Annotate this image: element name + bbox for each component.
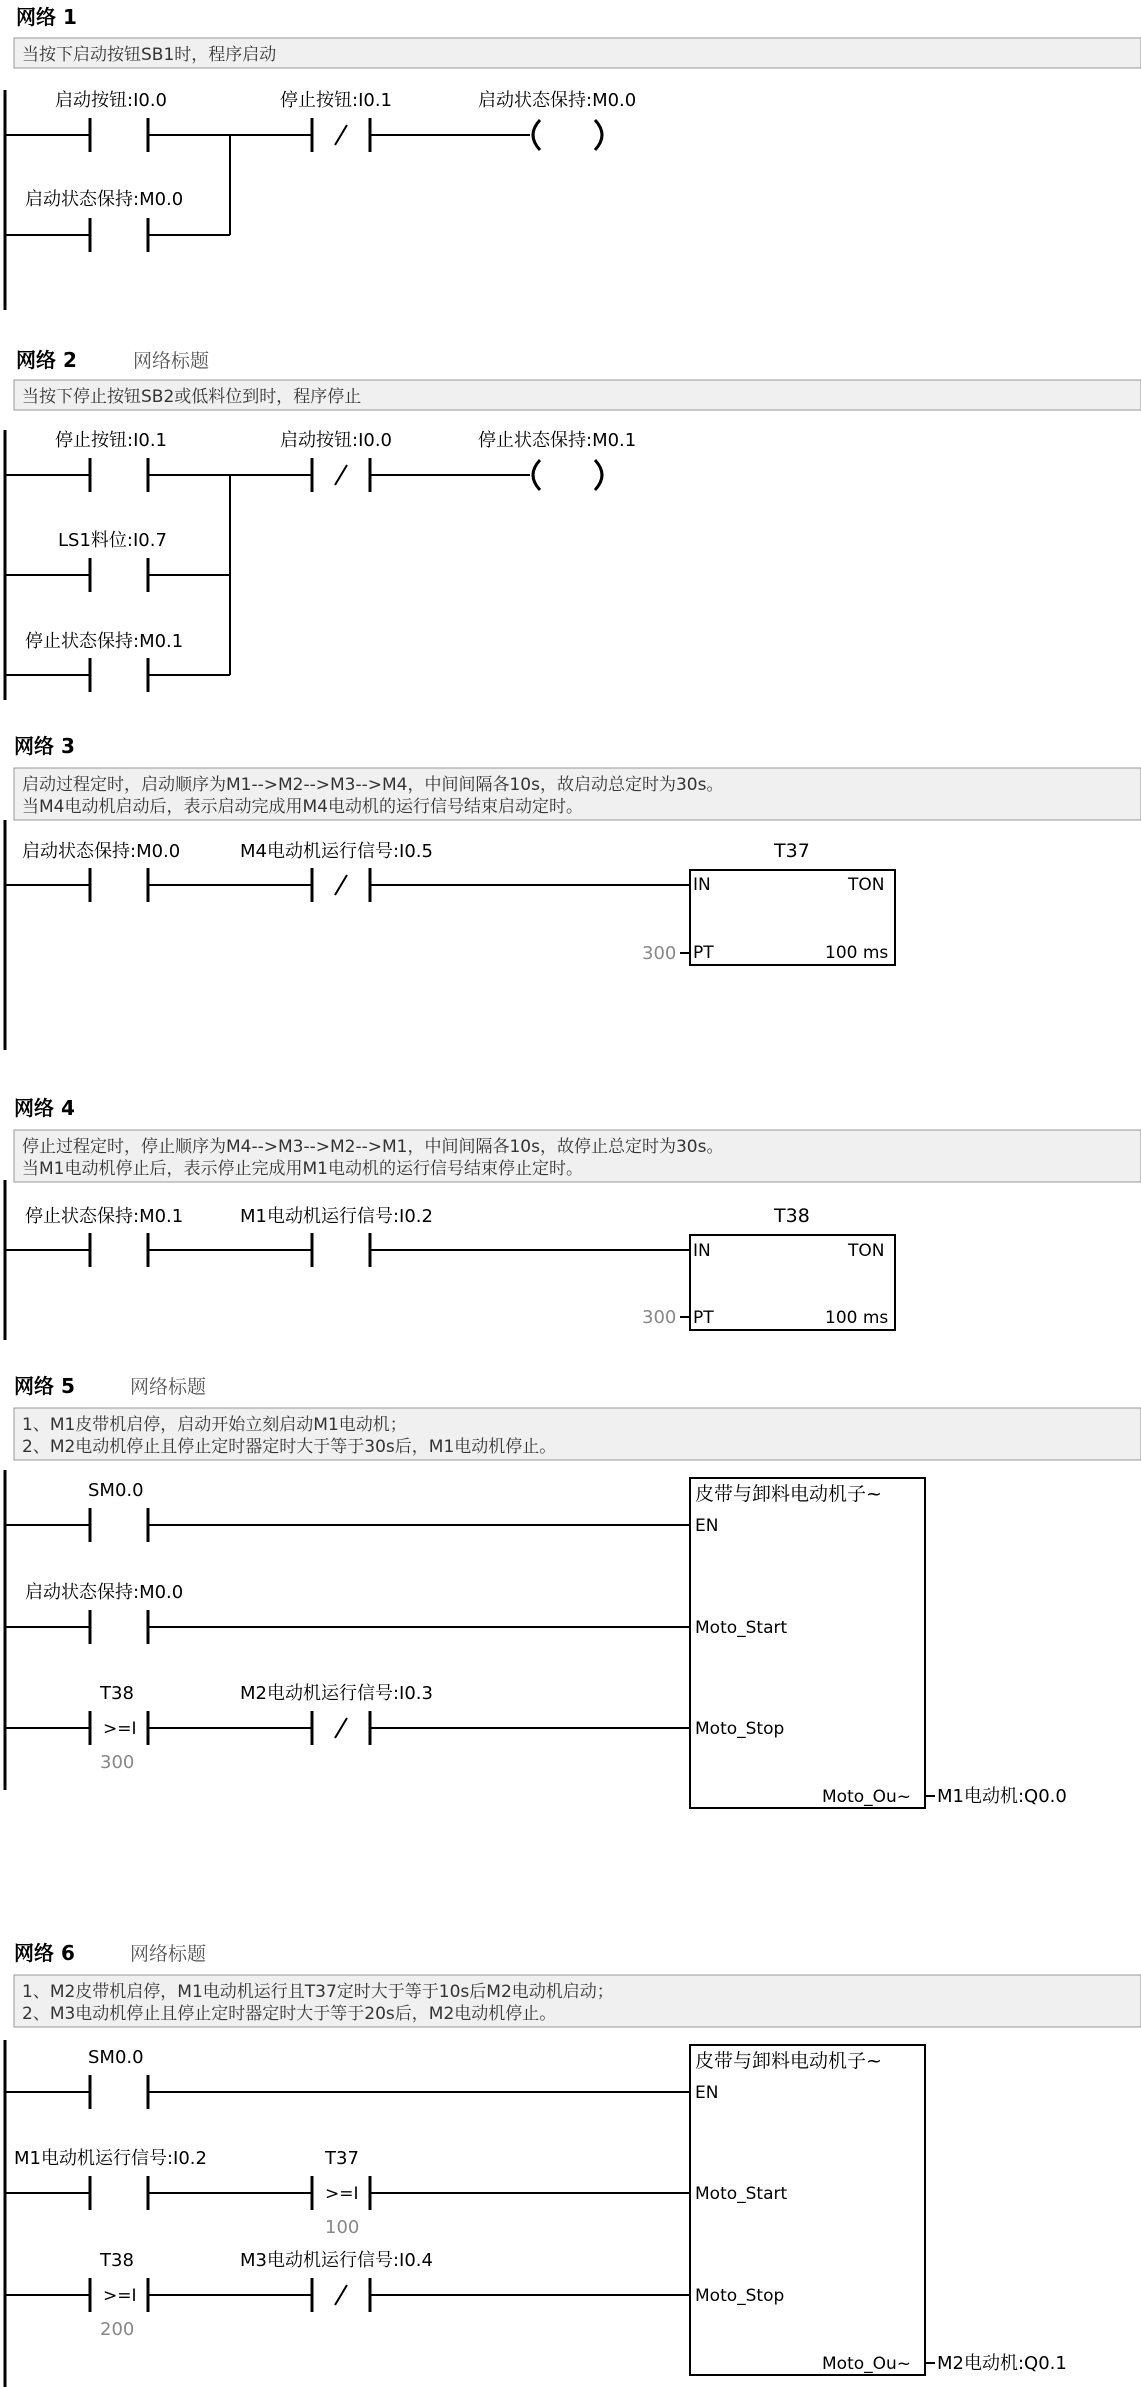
comment-line: 当M1电动机停止后，表示停止完成用M1电动机的运行信号结束停止定时。	[22, 1159, 583, 1179]
comment-line: 当按下启动按钮SB1时，程序启动	[22, 45, 277, 65]
timer-pt: PT	[693, 1308, 714, 1328]
contact-label: 停止状态保持:M0.1	[25, 631, 184, 652]
timer-in: IN	[693, 1241, 711, 1261]
contact-nc[interactable]	[312, 458, 370, 492]
timer-preset: 300	[642, 1307, 677, 1328]
network-title: 网络 6	[14, 1941, 75, 1965]
network-1	[5, 5, 1141, 252]
contact-no[interactable]	[90, 118, 148, 152]
contact-label: M3电动机运行信号:I0.4	[240, 2250, 433, 2271]
comment-line: 2、M3电动机停止且停止定时器定时大于等于20s后，M2电动机停止。	[22, 2004, 557, 2024]
coil-label: 启动状态保持:M0.0	[478, 90, 637, 111]
contact-nc[interactable]	[312, 2278, 370, 2312]
block-out: Moto_Ou~	[822, 2354, 912, 2374]
contact-no[interactable]	[90, 1233, 148, 1267]
comment-line: 启动过程定时，启动顺序为M1-->M2-->M3-->M4，中间间隔各10s，故启动总定时为30s。	[22, 775, 724, 795]
timer-in: IN	[693, 875, 711, 895]
subroutine-block[interactable]	[690, 2045, 925, 2375]
compare-operator: >=I	[325, 2184, 359, 2204]
block-title: 皮带与卸料电动机子~	[695, 2050, 882, 2072]
network-4	[5, 1096, 1141, 1330]
contact-label: M2电动机运行信号:I0.3	[240, 1683, 433, 1704]
network-title: 网络 5	[14, 1374, 75, 1398]
block-stop: Moto_Stop	[695, 2286, 785, 2306]
network-title: 网络 1	[16, 5, 77, 29]
contact-no[interactable]	[312, 1233, 370, 1267]
contact-no[interactable]	[90, 1508, 148, 1542]
block-out: Moto_Ou~	[822, 1787, 912, 1807]
network-title: 网络 3	[14, 734, 75, 758]
timer-preset: 300	[642, 943, 677, 964]
block-start: Moto_Start	[695, 2184, 788, 2204]
comment-line: 停止过程定时，停止顺序为M4-->M3-->M2-->M1，中间间隔各10s，故停止总定时为30s。	[22, 1137, 724, 1157]
contact-label: 停止按钮:I0.1	[280, 90, 392, 111]
compare-operator: >=I	[103, 1719, 137, 1739]
contact-no[interactable]	[90, 558, 148, 592]
contact-nc[interactable]	[312, 868, 370, 902]
network-subtitle: 网络标题	[130, 1376, 207, 1398]
timer-type: TON	[848, 1241, 885, 1261]
comment-line: 1、M2皮带机启停，M1电动机运行且T37定时大于等于10s后M2电动机启动；	[22, 1982, 614, 2002]
contact-no[interactable]	[90, 458, 148, 492]
timer-pt: PT	[693, 943, 714, 963]
contact-nc[interactable]	[312, 1711, 370, 1745]
contact-no[interactable]	[90, 1610, 148, 1644]
block-output-target: M2电动机:Q0.1	[937, 2353, 1067, 2374]
timer-type: TON	[848, 875, 885, 895]
network-subtitle: 网络标题	[133, 350, 210, 372]
contact-label: 启动状态保持:M0.0	[22, 841, 181, 862]
timer-base: 100 ms	[825, 1308, 889, 1328]
timer-block[interactable]	[690, 1205, 895, 1330]
network-3	[5, 734, 1141, 965]
compare-value: 100	[325, 2217, 360, 2238]
contact-label: 启动状态保持:M0.0	[25, 1582, 184, 1603]
network-5	[5, 1374, 1141, 1808]
network-6	[5, 1941, 1141, 2375]
contact-no[interactable]	[90, 658, 148, 692]
coil[interactable]	[520, 460, 602, 490]
comment-line: 当M4电动机启动后，表示启动完成用M4电动机的运行信号结束启动定时。	[22, 797, 583, 817]
contact-label: SM0.0	[88, 2047, 144, 2068]
contact-label: 停止按钮:I0.1	[55, 430, 167, 451]
compare-value: 200	[100, 2319, 135, 2340]
contact-label: T38	[100, 1683, 134, 1704]
network-2	[5, 348, 1141, 692]
contact-compare[interactable]	[312, 2176, 370, 2210]
block-output-target: M1电动机:Q0.0	[937, 1786, 1067, 1807]
coil[interactable]	[520, 120, 602, 150]
comment-line: 当按下停止按钮SB2或低料位到时，程序停止	[22, 387, 362, 407]
contact-label: SM0.0	[88, 1480, 144, 1501]
timer-name: T37	[774, 840, 810, 862]
contact-label: 启动状态保持:M0.0	[25, 189, 184, 210]
contact-label: M1电动机运行信号:I0.2	[14, 2148, 207, 2169]
timer-name: T38	[774, 1205, 810, 1227]
contact-no[interactable]	[90, 868, 148, 902]
contact-label: T38	[100, 2250, 134, 2271]
contact-no[interactable]	[90, 218, 148, 252]
contact-label: LS1料位:I0.7	[58, 530, 167, 551]
network-title: 网络 2	[16, 348, 77, 372]
block-en: EN	[695, 1516, 719, 1536]
block-start: Moto_Start	[695, 1618, 788, 1638]
contact-no[interactable]	[90, 2075, 148, 2109]
contact-label: T37	[325, 2148, 359, 2169]
contact-label: 启动按钮:I0.0	[280, 430, 392, 451]
block-stop: Moto_Stop	[695, 1719, 785, 1739]
contact-compare[interactable]	[90, 2278, 148, 2312]
compare-value: 300	[100, 1752, 135, 1773]
contact-label: M4电动机运行信号:I0.5	[240, 841, 433, 862]
timer-block[interactable]	[690, 840, 895, 965]
subroutine-block[interactable]	[690, 1478, 925, 1808]
contact-nc[interactable]	[312, 118, 370, 152]
comment-line: 2、M2电动机停止且停止定时器定时大于等于30s后，M1电动机停止。	[22, 1437, 557, 1457]
compare-operator: >=I	[103, 2286, 137, 2306]
contact-label: M1电动机运行信号:I0.2	[240, 1206, 433, 1227]
block-title: 皮带与卸料电动机子~	[695, 1483, 882, 1505]
coil-label: 停止状态保持:M0.1	[478, 430, 637, 451]
contact-compare[interactable]	[90, 1711, 148, 1745]
network-title: 网络 4	[14, 1096, 75, 1120]
comment-line: 1、M1皮带机启停，启动开始立刻启动M1电动机；	[22, 1415, 407, 1435]
block-en: EN	[695, 2083, 719, 2103]
network-subtitle: 网络标题	[130, 1943, 207, 1965]
contact-label: 启动按钮:I0.0	[55, 90, 167, 111]
contact-label: 停止状态保持:M0.1	[25, 1206, 184, 1227]
timer-base: 100 ms	[825, 943, 889, 963]
contact-no[interactable]	[90, 2176, 148, 2210]
